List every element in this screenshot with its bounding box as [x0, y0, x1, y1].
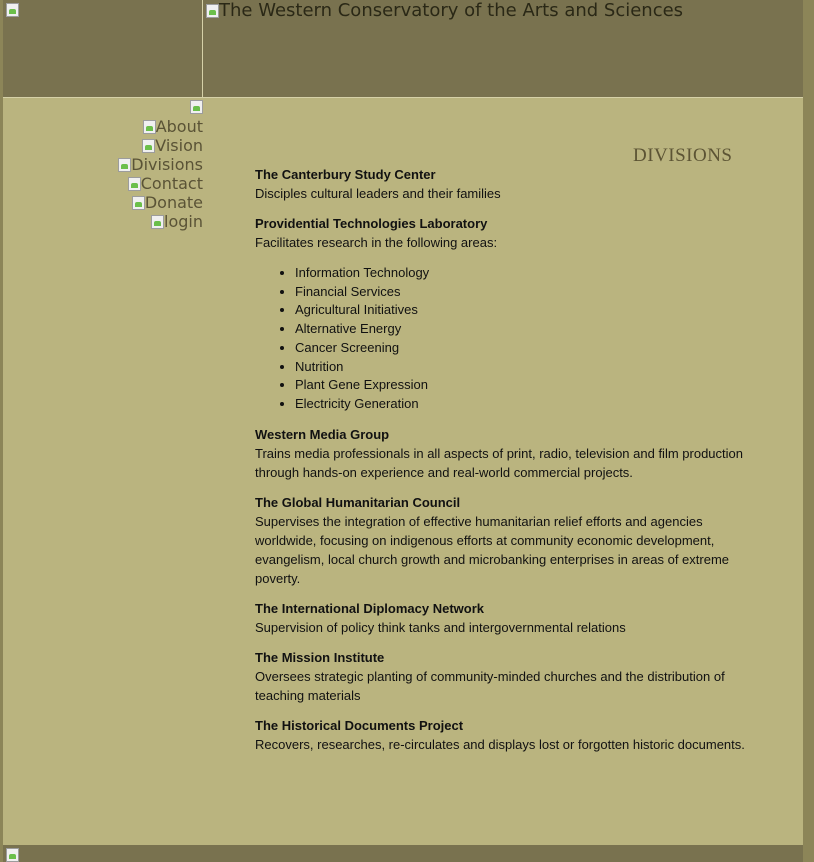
header-logo-cell	[3, 0, 203, 97]
nav-link-label: login	[164, 212, 203, 231]
nav-link-label: Donate	[144, 193, 203, 212]
broken-image-icon	[131, 195, 145, 210]
list-item: • Financial Services	[295, 283, 755, 302]
division-description: Recovers, researches, re-circulates and displays lost or forgotten historic documents.	[255, 736, 745, 752]
logo-broken-image-icon	[5, 2, 19, 17]
division-description: Supervises the integration of effective humanitarian relief efforts and agencies worldwide, focusing on indigenous efforts at community economic development, evangelism, local church growth and microbanking enterprises in areas of extreme poverty.	[255, 513, 730, 586]
division-description: Supervision of policy think tanks and intergovernmental relations	[255, 619, 626, 635]
division-description: Oversees strategic planting of community-minded churches and the distribution of teaching materials	[255, 668, 725, 703]
nav-link-contact[interactable]	[3, 174, 203, 193]
nav-top-broken-image-icon	[189, 99, 203, 114]
division-name: The Canterbury Study Center	[255, 167, 436, 182]
division-item	[255, 473, 755, 588]
list-item: • Cancer Screening	[295, 339, 755, 358]
sidebar-nav	[3, 99, 203, 231]
broken-image-icon	[142, 119, 156, 134]
footer	[3, 845, 803, 862]
nav-link-label: Divisions	[131, 155, 203, 174]
broken-image-icon	[127, 176, 141, 191]
division-item	[255, 194, 755, 414]
nav-link-donate[interactable]	[3, 193, 203, 212]
division-description: Trains media professionals in all aspects of print, radio, television and film production through hands-on experience and real-world commercial projects.	[255, 445, 743, 480]
nav-link-vision[interactable]	[3, 136, 203, 155]
nav-link-label: Contact	[140, 174, 203, 193]
site-title-banner	[205, 0, 683, 22]
nav-link-label: Vision	[155, 136, 203, 155]
list-item: • Information Technology	[295, 264, 755, 283]
list-item: • Electricity Generation	[295, 395, 755, 414]
division-name: Western Media Group	[255, 426, 390, 442]
broken-image-icon	[117, 157, 131, 172]
division-name: The Mission Institute	[255, 649, 385, 665]
division-description: Facilitates research in the following areas:	[255, 235, 498, 250]
division-name: The Historical Documents Project	[255, 717, 464, 733]
division-name: Providential Technologies Laboratory	[255, 216, 488, 231]
nav-link-divisions[interactable]	[3, 155, 203, 174]
nav-top-image	[3, 99, 203, 117]
nav-link-login[interactable]	[3, 212, 203, 231]
research-areas-list	[255, 264, 755, 414]
division-name: The Global Humanitarian Council	[255, 494, 461, 510]
list-item: • Agricultural Initiatives	[295, 301, 755, 320]
division-description: Disciples cultural leaders and their families	[255, 186, 501, 201]
division-item	[255, 628, 755, 705]
footer-broken-image-icon	[5, 847, 19, 862]
division-name: The International Diplomacy Network	[255, 600, 484, 616]
list-item: • Nutrition	[295, 358, 755, 377]
page	[3, 0, 803, 862]
list-item: • Plant Gene Expression	[295, 376, 755, 395]
site-title-alt-text: The Western Conservatory of the Arts and Sciences	[219, 0, 684, 21]
banner-broken-image-icon	[205, 3, 219, 18]
broken-image-icon	[150, 214, 164, 229]
division-item	[255, 405, 755, 482]
list-item: • Alternative Energy	[295, 320, 755, 339]
broken-image-icon	[141, 138, 155, 153]
divisions-content	[255, 145, 755, 766]
nav-link-about[interactable]	[3, 117, 203, 136]
page-title: DIVISIONS	[633, 145, 733, 166]
nav-link-label: About	[155, 117, 203, 136]
header	[3, 0, 803, 98]
